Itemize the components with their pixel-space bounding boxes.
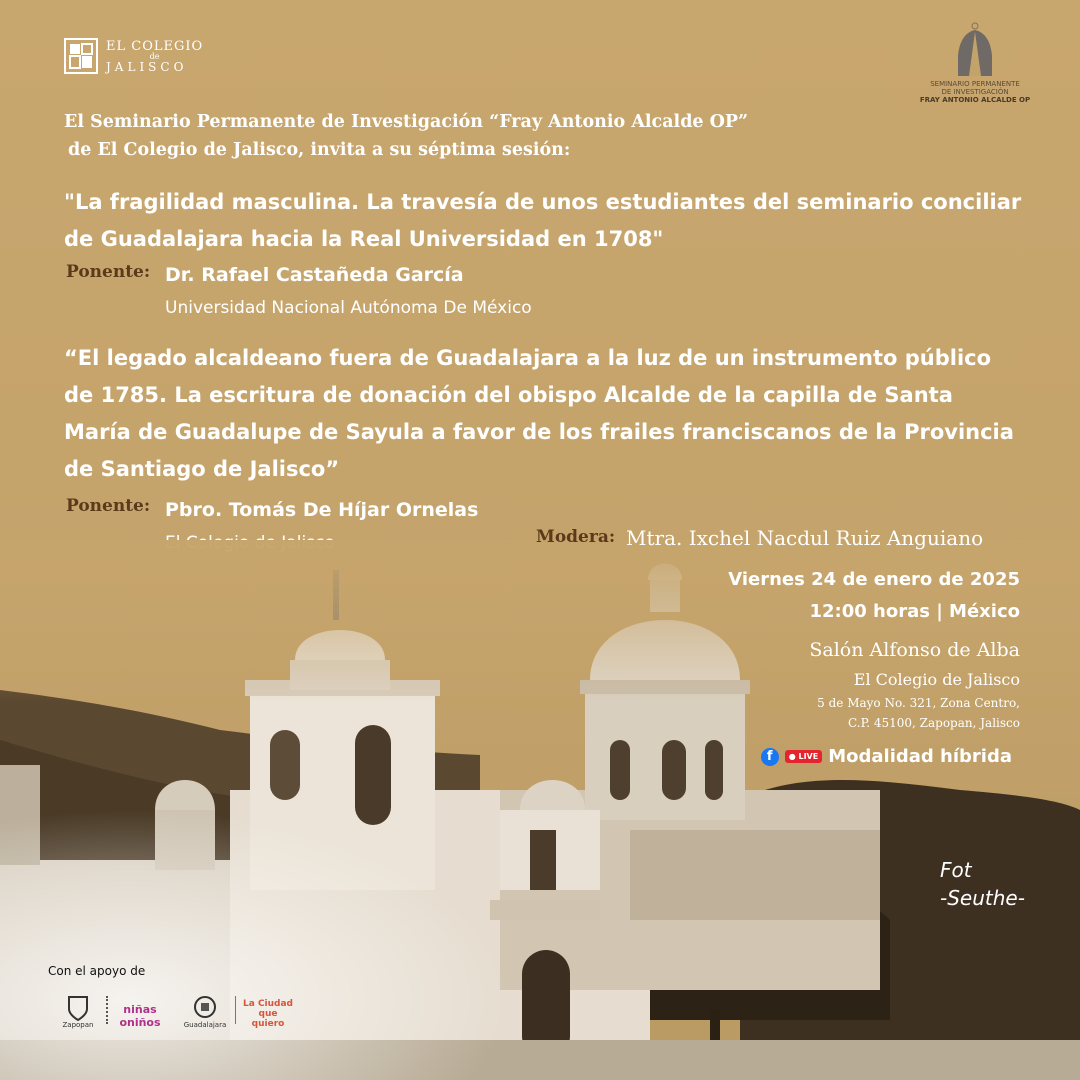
- talk-1-speaker-institution: Universidad Nacional Autónoma De México: [165, 298, 532, 318]
- zapopan-crest-icon: [67, 995, 89, 1021]
- talk-2-title: “El legado alcaldeano fuera de Guadalajara a la luz de un instrumento público de 1785. La escritura de donación del obispo Alcalde de la capilla de Santa María de Guadalupe de Sayula a favor de los frailes franciscanos de la Provincia de Santiago de Jalisco”: [64, 346, 1014, 481]
- talk-1-speaker-label: Ponente:: [66, 262, 151, 282]
- sponsor-guadalajara: [180, 985, 230, 1029]
- sponsor-guadalajara-name: Guadalajara: [183, 1021, 227, 1029]
- sponsor-zapopan: [56, 985, 100, 1029]
- event-address-line-2: C.P. 45100, Zapopan, Jalisco: [848, 716, 1020, 730]
- invitation-intro: [64, 108, 884, 164]
- moderator-label: Modera:: [536, 527, 616, 547]
- guadalajara-crest-icon: [193, 995, 217, 1021]
- moderator-name: Mtra. Ixchel Nacdul Ruiz Anguiano: [626, 526, 984, 550]
- talk-2-speaker-label: Ponente:: [66, 496, 151, 516]
- photo-credit: [940, 856, 1025, 912]
- talk-2-speaker-name: Pbro. Tomás De Híjar Ornelas: [165, 499, 479, 521]
- intro-line-1: El Seminario Permanente de Investigación “Fray Antonio Alcalde OP”: [64, 112, 749, 132]
- modality-text: Modalidad híbrida: [828, 746, 1012, 767]
- talk-1-speaker-name: Dr. Rafael Castañeda García: [165, 264, 464, 286]
- sponsor-ninas-ninos: niñas oniños: [119, 1003, 161, 1029]
- sponsor-divider: [106, 996, 110, 1024]
- friar-silhouette-icon: [953, 20, 997, 76]
- live-badge: ● LIVE: [785, 750, 823, 763]
- event-venue: El Colegio de Jalisco: [853, 670, 1020, 689]
- seminar-logo-line-3: FRAY ANTONIO ALCALDE OP: [919, 96, 1031, 104]
- seminar-logo-line-1: SEMINARIO PERMANENTE: [930, 80, 1020, 88]
- intro-line-2: de El Colegio de Jalisco, invita a su séptima sesión:: [68, 140, 571, 160]
- sponsor-divider-2: [235, 996, 238, 1024]
- event-date: Viernes 24 de enero de 2025: [728, 569, 1020, 590]
- sponsor-zapopan-name: Zapopan: [62, 1021, 94, 1029]
- logo-line-3: JALISCO: [106, 59, 188, 74]
- logo-line-1: EL COLEGIO: [106, 38, 204, 54]
- seminar-logo-line-2: DE INVESTIGACIÓN: [941, 88, 1009, 96]
- photo-credit-line-1: Fot: [940, 858, 972, 882]
- event-modality: [761, 746, 1012, 767]
- sponsor-ciudad-que-quiero: La Ciudad que quiero: [243, 999, 293, 1029]
- talk-1-title: "La fragilidad masculina. La travesía de unos estudiantes del seminario conciliar de Guadalajara hacia la Real Universidad en 1708": [64, 190, 1022, 251]
- event-room: Salón Alfonso de Alba: [809, 639, 1020, 661]
- colegio-logo-text: [106, 40, 203, 73]
- facebook-icon: f: [761, 748, 779, 766]
- colegio-emblem-icon: [64, 38, 98, 74]
- event-time: 12:00 horas | México: [809, 601, 1020, 622]
- sponsors-label: Con el apoyo de: [48, 964, 146, 978]
- event-address-line-1: 5 de Mayo No. 321, Zona Centro,: [817, 696, 1020, 710]
- colegio-jalisco-logo: [64, 38, 203, 74]
- logo-line-2: de: [149, 51, 160, 61]
- photo-credit-line-2: -Seuthe-: [940, 886, 1025, 910]
- seminario-logo: [905, 20, 1045, 105]
